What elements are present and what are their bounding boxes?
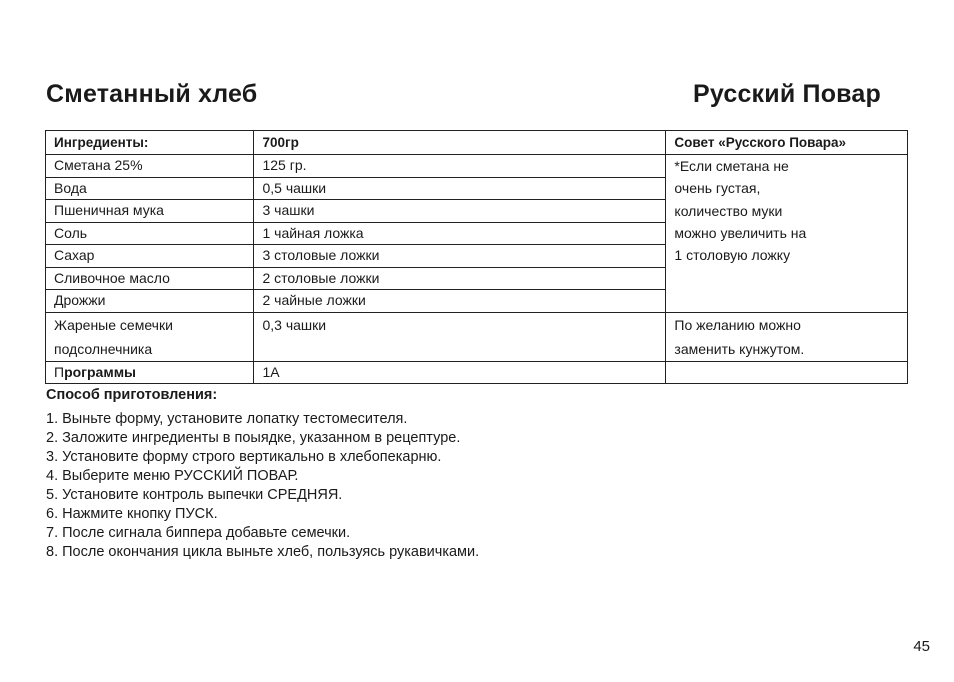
ingredient-amount: 0,5 чашки [254, 177, 666, 200]
programs-label [46, 361, 254, 384]
advice-line: количество муки [674, 202, 783, 219]
page-title: Сметанный хлеб [46, 80, 258, 108]
ingredient-amount: 3 чашки [254, 200, 666, 223]
programs-advice [666, 361, 908, 384]
ingredient-name: Сливочное масло [46, 267, 254, 290]
programs-value: 1А [254, 361, 666, 384]
ingredient-amount: 3 столовые ложки [254, 245, 666, 268]
seeds-name-line1: Жареные семечки [54, 316, 173, 333]
table-row-programs [46, 361, 908, 384]
list-item: 7. После сигнала биппера добавьте семечки. [46, 525, 351, 541]
ingredient-name: Сметана 25% [46, 155, 254, 178]
advice-line: очень густая, [674, 180, 761, 197]
seeds-advice-line2: заменить кунжутом. [674, 340, 805, 357]
table-header-row [46, 131, 908, 155]
preparation-title: Способ приготовления: [46, 387, 218, 403]
ingredient-amount [254, 312, 666, 361]
list-item: 8. После окончания цикла выньте хлеб, пользуясь рукавичками. [46, 544, 480, 560]
header-advice: Совет «Русского Повара» [666, 131, 908, 155]
brand-title: Русский Повар [692, 80, 881, 108]
ingredients-table [45, 130, 908, 384]
seeds-name-line2: подсолнечника [54, 340, 153, 357]
ingredient-name: Вода [46, 177, 254, 200]
advice-line: 1 столовую ложку [674, 247, 791, 264]
ingredient-amount: 2 столовые ложки [254, 267, 666, 290]
list-item: 6. Нажмите кнопку ПУСК. [46, 506, 218, 522]
advice-line: *Если сметана не [674, 158, 789, 174]
list-item: 3. Установите форму строго вертикально в хлебопекарню. [46, 449, 442, 465]
seeds-amount: 0,3 чашки [262, 316, 327, 333]
ingredient-amount: 1 чайная ложка [254, 222, 666, 245]
list-item: 2. Заложите ингредиенты в поыядке, указанном в рецептуре. [46, 430, 461, 446]
advice-cell [666, 155, 908, 313]
ingredient-name: Пшеничная мука [46, 200, 254, 223]
ingredient-name [46, 312, 254, 361]
list-item: 5. Установите контроль выпечки СРЕДНЯЯ. [46, 487, 343, 503]
header-ingredients: Ингредиенты: [46, 131, 254, 155]
page-number: 45 [913, 638, 930, 655]
ingredient-name: Соль [46, 222, 254, 245]
seeds-advice-line1: По желанию можно [674, 316, 801, 333]
table-row [46, 155, 908, 178]
header-amount: 700гр [254, 131, 666, 155]
ingredient-name: Дрожжи [46, 290, 254, 313]
ingredient-name: Сахар [46, 245, 254, 268]
ingredient-amount: 125 гр. [254, 155, 666, 178]
table-row-seeds [46, 312, 908, 361]
advice-line: можно увеличить на [674, 224, 807, 241]
ingredient-amount: 2 чайные ложки [254, 290, 666, 313]
list-item: 4. Выберите меню РУССКИЙ ПОВАР. [46, 468, 299, 484]
programs-label-rest: рограммы [64, 363, 137, 380]
programs-label-prefix: П [54, 363, 65, 380]
advice-cell [666, 312, 908, 361]
preparation-steps [46, 410, 479, 562]
list-item: 1. Выньте форму, установите лопатку тестомесителя. [46, 411, 408, 427]
